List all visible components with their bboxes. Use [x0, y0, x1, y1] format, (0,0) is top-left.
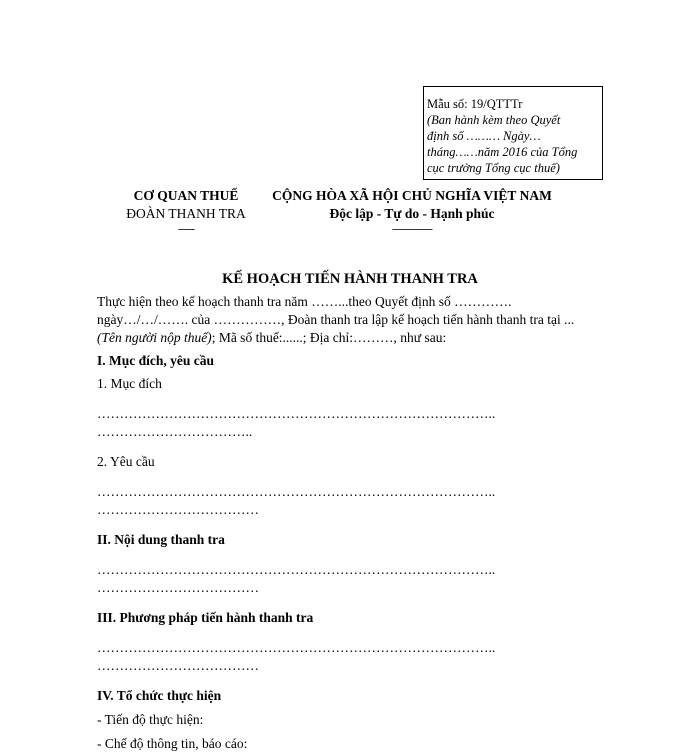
- fill-in-line: ………………………………: [97, 580, 259, 595]
- section-heading: IV. Tổ chức thực hiện: [97, 688, 222, 703]
- agency-rule: ------: [178, 223, 194, 235]
- form-note-line: tháng……năm 2016 của Tổng: [427, 145, 578, 159]
- document-title: KẾ HOẠCH TIẾN HÀNH THANH TRA: [222, 271, 478, 287]
- fill-in-line: ……………………………………………………………………………..: [97, 640, 496, 655]
- document-body: [97, 293, 637, 753]
- fill-in-line: ………………………………: [97, 658, 259, 673]
- agency-name: CƠ QUAN THUẾ: [133, 188, 239, 203]
- section-heading: III. Phương pháp tiến hành thanh tra: [97, 610, 314, 625]
- intro-line: ngày…/…/……. của ……………, Đoàn thanh tra lập kế hoạch tiến hành thanh tra tại ...: [97, 312, 575, 327]
- fill-in-line: ……………………………..: [97, 424, 253, 439]
- section-heading: II. Nội dung thanh tra: [97, 532, 225, 547]
- fill-in-line: ……………………………………………………………………………..: [97, 562, 496, 577]
- intro-line: Thực hiện theo kế hoạch thanh tra năm ……...theo Quyết định số ………….: [97, 294, 512, 309]
- subsection-heading: 2. Yêu cầu: [97, 454, 155, 469]
- intro-line: [97, 329, 637, 347]
- section-heading: I. Mục đích, yêu cầu: [97, 353, 215, 368]
- list-item: - Tiến độ thực hiện:: [97, 712, 204, 727]
- national-motto: Độc lập - Tự do - Hạnh phúc: [329, 206, 495, 221]
- form-code: Mẫu số: 19/QTTTr: [427, 97, 523, 111]
- form-note-line: (Ban hành kèm theo Quyết: [427, 113, 561, 127]
- form-code-box: [423, 86, 603, 180]
- inspection-team-name: ĐOÀN THANH TRA: [126, 206, 246, 221]
- list-item: - Chế độ thông tin, báo cáo:: [97, 736, 248, 751]
- fill-in-line: ……………………………………………………………………………..: [97, 406, 496, 421]
- country-name: CỘNG HÒA XÃ HỘI CHỦ NGHĨA VIỆT NAM: [272, 188, 552, 203]
- taxpayer-name-hint: (Tên người nộp thuế): [97, 330, 212, 345]
- intro-line-rest: ; Mã số thuế:......; Địa chỉ:………, như sau:: [211, 330, 447, 345]
- form-note-line: định số ……… Ngày…: [427, 129, 541, 143]
- fill-in-line: ………………………………: [97, 502, 259, 517]
- motto-rule: ---------------: [392, 223, 432, 235]
- national-header: [272, 187, 552, 235]
- fill-in-line: ……………………………………………………………………………..: [97, 484, 496, 499]
- subsection-heading: 1. Mục đích: [97, 376, 162, 391]
- issuing-agency: [96, 187, 276, 235]
- form-note-line: cục trưởng Tổng cục thuế): [427, 161, 560, 175]
